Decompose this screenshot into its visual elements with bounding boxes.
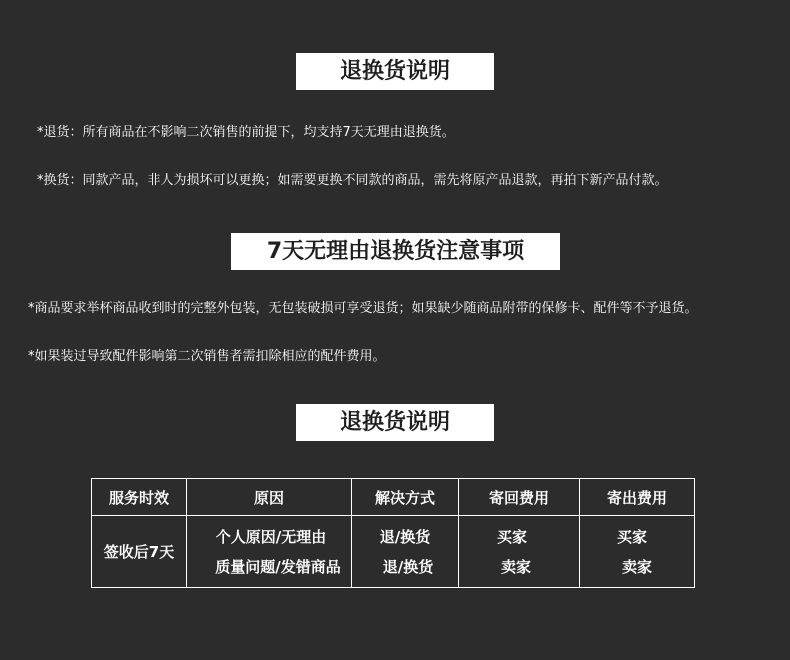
reason-personal: 个人原因/无理由 xyxy=(215,527,327,546)
section-title-return-policy-2: 退换货说明 xyxy=(296,404,494,441)
policy-table xyxy=(91,478,695,588)
packaging-rule-text: *商品要求举杯商品收到时的完整外包装，无包装破损可享受退货；如果缺少随商品附带的保修卡、配件等不予退货。 xyxy=(28,301,698,316)
return-rule-text: *退货：所有商品在不影响二次销售的前提下，均支持7天无理由退换货。 xyxy=(37,125,455,140)
return-fee-quality: 卖家 xyxy=(500,557,531,576)
header-reason: 原因 xyxy=(187,479,352,516)
return-fee-cell xyxy=(459,516,580,588)
exchange-rule-text: *换货：同款产品，非人为损坏可以更换；如需要更换不同款的商品，需先将原产品退款，再拍下新产品付款。 xyxy=(37,173,668,188)
section-title-notes: 7天无理由退换货注意事项 xyxy=(231,233,560,270)
send-fee-quality: 卖家 xyxy=(621,557,652,576)
solution-cell xyxy=(352,516,459,588)
header-service-period: 服务时效 xyxy=(92,479,187,516)
header-solution: 解决方式 xyxy=(352,479,459,516)
solution-quality: 退/换货 xyxy=(382,557,434,576)
table-row xyxy=(92,516,695,588)
solution-personal: 退/换货 xyxy=(379,527,431,546)
header-send-fee: 寄出费用 xyxy=(580,479,695,516)
send-fee-cell xyxy=(580,516,695,588)
table-header-row xyxy=(92,479,695,516)
accessory-fee-rule-text: *如果装过导致配件影响第二次销售者需扣除相应的配件费用。 xyxy=(28,349,386,364)
header-return-fee: 寄回费用 xyxy=(459,479,580,516)
return-fee-personal: 买家 xyxy=(496,527,527,546)
send-fee-personal: 买家 xyxy=(616,527,647,546)
service-period-cell: 签收后7天 xyxy=(92,516,187,588)
section-title-return-policy: 退换货说明 xyxy=(296,53,494,90)
reason-quality: 质量问题/发错商品 xyxy=(215,557,341,576)
reason-cell xyxy=(187,516,352,588)
